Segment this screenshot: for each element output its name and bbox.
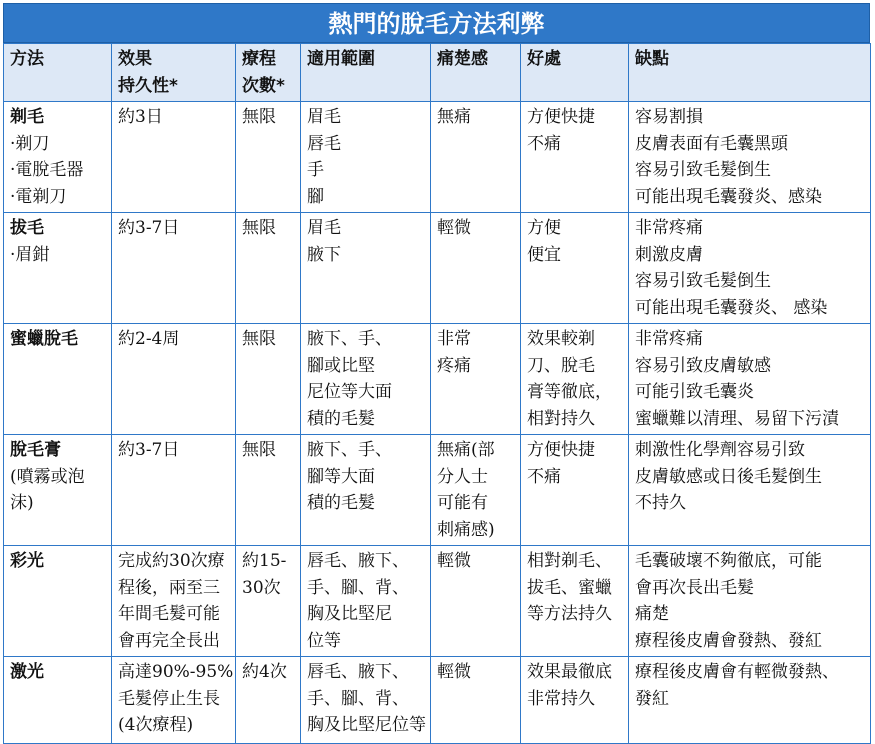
cell-pros: [521, 102, 629, 213]
cons-line: 痛楚: [635, 604, 669, 624]
sessions-line: 約15-: [242, 551, 287, 571]
cons-line: 皮膚敏感或日後毛髮倒生: [635, 466, 822, 487]
cell-pain: [431, 324, 521, 435]
scope-line: 積的毛髮: [307, 493, 375, 513]
scope-line: 眉毛: [307, 107, 341, 127]
table-title: 熱門的脫毛方法利弊: [3, 3, 870, 43]
cons-line: 不持久: [635, 493, 686, 513]
cell-scope: [301, 324, 431, 435]
cell-pain: [431, 435, 521, 546]
cell-pain: [431, 657, 521, 744]
cons-line: 蜜蠟難以清理、易留下污漬: [635, 408, 839, 429]
cell-method: [4, 324, 112, 435]
method-name: 彩光: [10, 551, 44, 571]
cons-line: 可能引致毛囊炎: [635, 382, 754, 402]
durability-line: 程後，兩至三: [118, 577, 220, 598]
table-row: [4, 657, 871, 744]
sessions-line: 無限: [242, 440, 276, 460]
cell-scope: [301, 435, 431, 546]
header-durability: 效果 持久性*: [112, 44, 236, 102]
cell-method: [4, 213, 112, 324]
table-row: [4, 435, 871, 546]
durability-line: (4次療程): [118, 715, 194, 735]
cell-scope: [301, 213, 431, 324]
cell-cons: [629, 213, 871, 324]
method-subitem: 沫): [10, 493, 34, 513]
scope-line: 唇毛: [307, 133, 341, 154]
method-subitem: ·剃刀: [10, 133, 50, 154]
durability-line: 約2-4周: [118, 329, 180, 349]
method-name: 蜜蠟脫毛: [10, 329, 78, 349]
method-subitem: ·眉鉗: [10, 244, 50, 265]
scope-line: 胸及比堅尼位等: [307, 715, 426, 735]
pros-line: 方便快捷: [527, 440, 595, 460]
header-method: 方法: [4, 44, 112, 102]
cell-cons: [629, 102, 871, 213]
method-name: 拔毛: [10, 218, 44, 238]
pain-line: 可能有: [437, 493, 488, 513]
table-row: [4, 102, 871, 213]
cons-line: 療程後皮膚會發熱、發紅: [635, 630, 822, 651]
pain-line: 輕微: [437, 551, 471, 571]
pain-line: 分人士: [437, 466, 488, 487]
cell-cons: [629, 657, 871, 744]
cell-pros: [521, 324, 629, 435]
cons-line: 療程後皮膚會有輕微發熱、: [635, 662, 839, 682]
scope-line: 腋下: [307, 244, 341, 265]
pros-line: 效果最徹底: [527, 662, 612, 682]
cell-pain: [431, 546, 521, 657]
cell-scope: [301, 102, 431, 213]
header-pros: 好處: [521, 44, 629, 102]
cell-method: [4, 435, 112, 546]
pain-line: 刺痛感): [437, 519, 495, 540]
pros-line: 效果較剃: [527, 329, 595, 349]
pros-line: 不痛: [527, 133, 561, 154]
cell-sessions: [236, 324, 301, 435]
durability-line: 毛髮停止生長: [118, 688, 220, 709]
scope-line: 積的毛髮: [307, 408, 375, 429]
cell-cons: [629, 546, 871, 657]
cell-sessions: [236, 435, 301, 546]
cons-line: 可能出現毛囊發炎、感染: [635, 186, 822, 207]
sessions-line: 無限: [242, 107, 276, 127]
cons-line: 會再次長出毛髮: [635, 577, 754, 598]
cell-pain: [431, 213, 521, 324]
method-name: 激光: [10, 662, 44, 682]
scope-line: 手、腳、背、: [307, 688, 409, 709]
method-name: 脫毛膏: [10, 440, 61, 460]
scope-line: 唇毛、腋下、: [307, 551, 409, 571]
comparison-document: [3, 3, 870, 744]
cell-pros: [521, 657, 629, 744]
pros-line: 便宜: [527, 244, 561, 265]
cell-method: [4, 657, 112, 744]
table-row: [4, 324, 871, 435]
durability-line: 會再完全長出: [118, 630, 220, 651]
durability-line: 約3日: [118, 107, 163, 127]
pros-line: 相對剃毛、: [527, 551, 612, 571]
durability-line: 約3-7日: [118, 440, 180, 460]
cell-sessions: [236, 546, 301, 657]
cell-pros: [521, 213, 629, 324]
table-row: [4, 213, 871, 324]
cons-line: 非常疼痛: [635, 329, 703, 349]
hair-removal-table: [3, 43, 871, 744]
cell-durability: [112, 657, 236, 744]
method-subitem: ·電剃刀: [10, 186, 67, 207]
scope-line: 手、腳、背、: [307, 577, 409, 598]
scope-line: 腋下、手、: [307, 440, 392, 460]
header-pain: 痛楚感: [431, 44, 521, 102]
pros-line: 方便: [527, 218, 561, 238]
pain-line: 疼痛: [437, 355, 471, 376]
cons-line: 容易引致毛髮倒生: [635, 160, 771, 180]
pros-line: 膏等徹底，: [527, 382, 612, 402]
scope-line: 腳: [307, 186, 324, 207]
method-subitem: ·電脫毛器: [10, 160, 84, 180]
cons-line: 容易引致皮膚敏感: [635, 355, 771, 376]
cell-durability: [112, 546, 236, 657]
scope-line: 腳等大面: [307, 466, 375, 487]
table-row: [4, 546, 871, 657]
pain-line: 非常: [437, 329, 471, 349]
durability-line: 完成約30次療: [118, 551, 225, 571]
pros-line: 方便快捷: [527, 107, 595, 127]
pain-line: 無痛: [437, 107, 471, 127]
cell-sessions: [236, 213, 301, 324]
sessions-line: 無限: [242, 218, 276, 238]
pain-line: 輕微: [437, 662, 471, 682]
cell-scope: [301, 546, 431, 657]
cell-pain: [431, 102, 521, 213]
cons-line: 容易引致毛髮倒生: [635, 271, 771, 291]
cell-cons: [629, 324, 871, 435]
cons-line: 容易割損: [635, 107, 703, 127]
cell-durability: [112, 435, 236, 546]
scope-line: 腋下、手、: [307, 329, 392, 349]
cell-method: [4, 102, 112, 213]
cell-durability: [112, 213, 236, 324]
cons-line: 毛囊破壞不夠徹底，可能: [635, 551, 822, 571]
cell-sessions: [236, 657, 301, 744]
cons-line: 刺激性化學劑容易引致: [635, 440, 805, 460]
durability-line: 高達90%-95%: [118, 662, 234, 682]
scope-line: 位等: [307, 630, 341, 651]
pros-line: 不痛: [527, 466, 561, 487]
cell-sessions: [236, 102, 301, 213]
header-cons: 缺點: [629, 44, 871, 102]
pain-line: 輕微: [437, 218, 471, 238]
scope-line: 眉毛: [307, 218, 341, 238]
cons-line: 皮膚表面有毛囊黑頭: [635, 133, 788, 154]
method-subitem: (噴霧或泡: [10, 466, 85, 487]
sessions-line: 約4次: [242, 662, 287, 682]
durability-line: 約3-7日: [118, 218, 180, 238]
sessions-line: 30次: [242, 577, 281, 598]
header-scope: 適用範圍: [301, 44, 431, 102]
pros-line: 非常持久: [527, 688, 595, 709]
cell-method: [4, 546, 112, 657]
sessions-line: 無限: [242, 329, 276, 349]
cell-cons: [629, 435, 871, 546]
scope-line: 手: [307, 160, 324, 180]
method-name: 剃毛: [10, 107, 44, 127]
cell-pros: [521, 435, 629, 546]
pros-line: 刀、脫毛: [527, 355, 595, 376]
scope-line: 唇毛、腋下、: [307, 662, 409, 682]
pain-line: 無痛(部: [437, 440, 495, 460]
durability-line: 年間毛髮可能: [118, 604, 220, 624]
cell-pros: [521, 546, 629, 657]
cons-line: 可能出現毛囊發炎、 感染: [635, 297, 828, 318]
pros-line: 拔毛、蜜蠟: [527, 577, 612, 598]
scope-line: 胸及比堅尼: [307, 604, 392, 624]
scope-line: 尼位等大面: [307, 382, 392, 402]
header-sessions: 療程 次數*: [236, 44, 301, 102]
header-row: [4, 44, 871, 102]
cell-durability: [112, 102, 236, 213]
cell-durability: [112, 324, 236, 435]
scope-line: 腳或比堅: [307, 355, 375, 376]
cell-scope: [301, 657, 431, 744]
pros-line: 相對持久: [527, 408, 595, 429]
cons-line: 非常疼痛: [635, 218, 703, 238]
cons-line: 刺激皮膚: [635, 244, 703, 265]
cons-line: 發紅: [635, 688, 669, 709]
pros-line: 等方法持久: [527, 604, 612, 624]
